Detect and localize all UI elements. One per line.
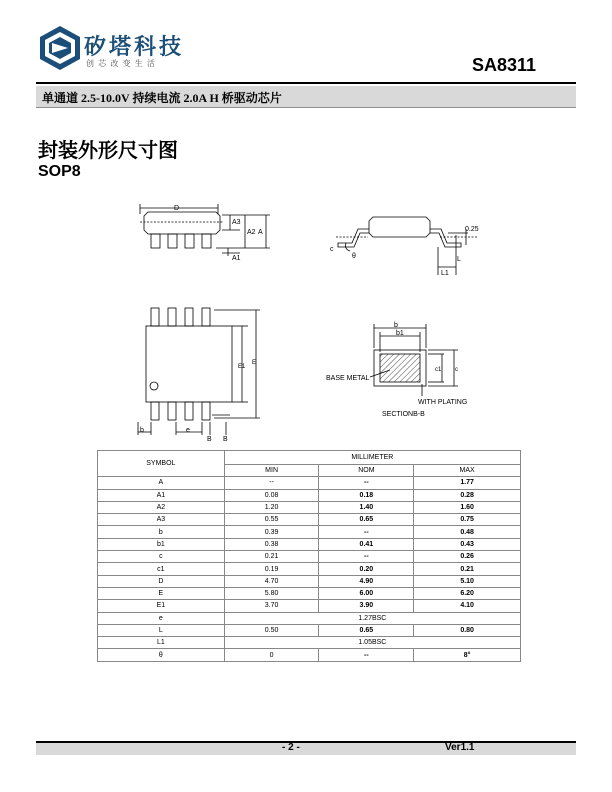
table-cell: D [98,575,225,587]
part-number: SA8311 [471,55,536,75]
label-b-section-2: B [223,436,228,443]
label-a3: A3 [232,219,241,226]
logo-mark-icon [38,24,82,72]
label-base-metal: BASE METAL [326,375,370,382]
symbol-header: SYMBOL [98,451,225,477]
table-cell: 1.05BSC [224,637,520,649]
label-d: D [174,205,180,212]
table-cell: 0.55 [224,514,319,526]
col-header-min: MIN [224,465,319,477]
label-b: b [140,427,144,434]
table-cell: 0.18 [319,489,414,501]
table-row [98,514,521,526]
table-row [98,587,521,599]
label-e-pitch: e [186,427,190,434]
dimension-table [97,450,521,662]
table-cell: b1 [98,538,225,550]
table-cell: 4.90 [319,575,414,587]
label-a2: A2 [247,229,256,236]
package-name: SOP8 [38,163,81,180]
logo-company-name: 矽塔科技 [84,35,185,60]
label-section-bb: SECTIONB-B [382,411,425,418]
table-cell: -- [319,526,414,538]
table-row [98,538,521,550]
table-cell: 8° [414,649,521,661]
label-a: A [258,229,263,236]
table-cell: c [98,551,225,563]
label-e-big: E [252,360,257,366]
table-cell: e [98,612,225,624]
table-row [98,526,521,538]
table-cell: 0.41 [319,538,414,550]
header-divider [36,82,576,84]
table-cell: E1 [98,600,225,612]
table-cell: 4.70 [224,575,319,587]
label-l: L [457,256,461,263]
col-header-nom: NOM [319,465,414,477]
table-row [98,637,521,649]
side-view-drawing [130,200,280,270]
table-row [98,501,521,513]
label-with-plating: WITH PLATING [418,399,468,406]
page-number: - 2 - [282,742,300,753]
table-cell: 0.50 [224,624,319,636]
table-cell: -- [319,477,414,489]
table-cell: 6.00 [319,587,414,599]
table-cell: 3.70 [224,600,319,612]
table-row [98,575,521,587]
top-view-drawing [130,300,275,445]
table-cell: A2 [98,501,225,513]
table-cell: 0.43 [414,538,521,550]
section-view-drawing [322,318,482,423]
label-a1: A1 [232,255,241,262]
version-label: Ver1.1 [445,742,475,753]
table-cell: L1 [98,637,225,649]
table-cell: 6.20 [414,587,521,599]
table-cell: 0.75 [414,514,521,526]
table-cell: A [98,477,225,489]
label-e1: E1 [238,364,246,370]
table-cell: 0.48 [414,526,521,538]
table-cell: 1.60 [414,501,521,513]
table-cell: 0.65 [319,514,414,526]
section-title: 封装外形尺寸图 [38,138,178,162]
table-cell: 0.21 [224,551,319,563]
table-cell: 3.90 [319,600,414,612]
table-cell: 0.39 [224,526,319,538]
table-cell: 0.20 [319,563,414,575]
unit-header: MILLIMETER [224,451,520,465]
table-row [98,600,521,612]
table-cell: 1.77 [414,477,521,489]
table-cell: 1.27BSC [224,612,520,624]
document-subtitle: 单通道 2.5-10.0V 持续电流 2.0A H 桥驱动芯片 [42,91,282,105]
table-cell: 5.80 [224,587,319,599]
table-cell: 0.08 [224,489,319,501]
table-cell: 1.40 [319,501,414,513]
label-gauge: 0.25 [465,226,479,233]
footer-bar [36,741,576,755]
col-header-max: MAX [414,465,521,477]
section-label-c1: c1 [435,367,442,373]
label-b-section-1: B [207,436,212,443]
table-cell: b [98,526,225,538]
table-cell: 0.26 [414,551,521,563]
label-l1: L1 [441,270,449,277]
section-label-b1: b1 [396,330,404,337]
table-cell: 0.80 [414,624,521,636]
table-row [98,551,521,563]
table-cell: 0.65 [319,624,414,636]
table-cell: 4.10 [414,600,521,612]
table-cell: E [98,587,225,599]
table-cell: -- [319,649,414,661]
table-cell: 0.19 [224,563,319,575]
table-cell: A1 [98,489,225,501]
table-cell: -- [319,551,414,563]
table-row [98,563,521,575]
logo-slogan: 创芯改变生活 [86,59,160,68]
table-cell: 0.21 [414,563,521,575]
label-theta: θ [352,253,356,260]
table-cell: θ [98,649,225,661]
table-row [98,489,521,501]
table-row [98,612,521,624]
table-cell: -- [224,477,319,489]
table-cell: 0.38 [224,538,319,550]
label-c: c [330,246,334,253]
table-row [98,477,521,489]
table-cell: L [98,624,225,636]
table-cell: 0 [224,649,319,661]
table-cell: 1.20 [224,501,319,513]
table-cell: A3 [98,514,225,526]
lead-detail-drawing [328,205,488,280]
table-cell: c1 [98,563,225,575]
table-cell: 0.28 [414,489,521,501]
table-cell: 5.10 [414,575,521,587]
section-label-c: c [455,367,458,373]
table-row [98,624,521,636]
table-row [98,649,521,661]
section-label-b: b [394,322,398,329]
